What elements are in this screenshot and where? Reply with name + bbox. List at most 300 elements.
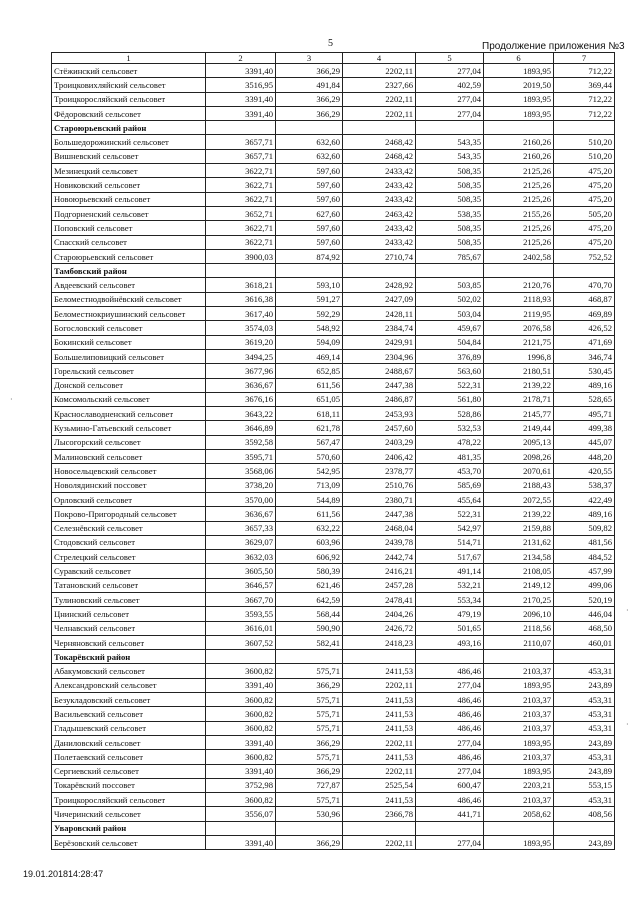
settlement-name-cell: Покрово-Пригородный сельсовет [52,507,206,521]
value-cell-col-7: 528,65 [554,392,615,406]
table-row [52,321,615,335]
value-cell-col-7: 475,20 [554,221,615,235]
value-cell-col-3: 611,56 [276,507,343,521]
value-cell-col-4: 2453,93 [343,407,416,421]
settlement-name-cell: Александровский сельсовет [52,678,206,692]
value-cell-col-6: 2178,71 [484,392,554,406]
table-row [52,664,615,678]
value-cell-col-5: 563,60 [416,364,484,378]
value-cell-col-2: 3646,57 [206,578,276,592]
table-row [52,92,615,106]
value-cell-col-4: 2468,42 [343,135,416,149]
value-cell-col-3: 568,44 [276,607,343,621]
value-cell-col-7: 530,45 [554,364,615,378]
table-row [52,764,615,778]
value-cell-col-2: 3556,07 [206,807,276,821]
settlement-name-cell: Большедорожинский сельсовет [52,135,206,149]
value-cell-col-5: 543,35 [416,149,484,163]
value-cell-col-5: 585,69 [416,478,484,492]
value-cell-col-3: 570,60 [276,450,343,464]
value-cell-col-2: 3622,71 [206,192,276,206]
value-cell-col-2: 3595,71 [206,450,276,464]
value-cell-col-4: 2510,76 [343,478,416,492]
value-cell-col-5: 504,84 [416,335,484,349]
value-cell-col-5: 600,47 [416,778,484,792]
value-cell-col-5: 514,71 [416,535,484,549]
settlement-name-cell: Беломестнокриушинский сельсовет [52,307,206,321]
settlement-name-cell: Абакумовский сельсовет [52,664,206,678]
table-row [52,278,615,292]
table-row [52,206,615,220]
table-body [52,64,615,850]
value-cell-col-5: 501,65 [416,621,484,635]
value-cell-col-4: 2411,53 [343,664,416,678]
value-cell-col-7: 505,20 [554,206,615,220]
settlement-name-cell: Староюрьевский сельсовет [52,249,206,263]
value-cell-col-5: 503,85 [416,278,484,292]
table-row [52,64,615,78]
value-cell-col-6: 2103,37 [484,693,554,707]
value-cell-col-5: 542,97 [416,521,484,535]
value-cell-col-5: 486,46 [416,750,484,764]
settlement-name-cell: Бокинский сельсовет [52,335,206,349]
value-cell-col-6: 2125,26 [484,192,554,206]
empty-cell [276,821,343,835]
value-cell-col-2: 3600,82 [206,707,276,721]
value-cell-col-3: 651,05 [276,392,343,406]
settlement-name-cell: Кузьмино-Гатьевский сельсовет [52,421,206,435]
value-cell-col-3: 469,14 [276,349,343,363]
empty-cell [416,264,484,278]
table-row [52,392,615,406]
value-cell-col-7: 422,49 [554,492,615,506]
value-cell-col-7: 369,44 [554,78,615,92]
table-row [52,807,615,821]
value-cell-col-5: 486,46 [416,707,484,721]
value-cell-col-5: 553,34 [416,592,484,606]
table-row [52,407,615,421]
value-cell-col-3: 544,89 [276,492,343,506]
value-cell-col-3: 590,90 [276,621,343,635]
value-cell-col-7: 499,06 [554,578,615,592]
value-cell-col-3: 597,60 [276,192,343,206]
value-cell-col-4: 2433,42 [343,178,416,192]
value-cell-col-3: 530,96 [276,807,343,821]
empty-cell [416,121,484,135]
value-cell-col-4: 2433,42 [343,221,416,235]
settlement-name-cell: Сергиевский сельсовет [52,764,206,778]
value-cell-col-7: 484,52 [554,550,615,564]
column-header: 2 [206,53,276,64]
value-cell-col-4: 2366,78 [343,807,416,821]
value-cell-col-5: 277,04 [416,678,484,692]
value-cell-col-4: 2427,09 [343,292,416,306]
empty-cell [343,264,416,278]
settlement-name-cell: Селезнёвский сельсовет [52,521,206,535]
table-row [52,178,615,192]
value-cell-col-4: 2433,42 [343,192,416,206]
value-cell-col-7: 475,20 [554,178,615,192]
settlement-name-cell: Горельский сельсовет [52,364,206,378]
table-row [52,607,615,621]
value-cell-col-6: 1893,95 [484,106,554,120]
value-cell-col-3: 366,29 [276,678,343,692]
table-row [52,492,615,506]
value-cell-col-7: 553,15 [554,778,615,792]
value-cell-col-3: 366,29 [276,735,343,749]
value-cell-col-2: 3657,33 [206,521,276,535]
value-cell-col-2: 3636,67 [206,507,276,521]
table-row [52,735,615,749]
value-cell-col-5: 538,35 [416,206,484,220]
value-cell-col-7: 453,31 [554,793,615,807]
empty-cell [416,650,484,664]
table-row [52,621,615,635]
empty-cell [484,121,554,135]
empty-cell [276,121,343,135]
value-cell-col-3: 575,71 [276,793,343,807]
settlement-name-cell: Троицкоросляйский сельсовет [52,92,206,106]
value-cell-col-3: 597,60 [276,164,343,178]
value-cell-col-2: 3600,82 [206,693,276,707]
value-cell-col-6: 2103,37 [484,750,554,764]
value-cell-col-3: 548,92 [276,321,343,335]
table-row [52,521,615,535]
value-cell-col-2: 3676,16 [206,392,276,406]
value-cell-col-7: 520,19 [554,592,615,606]
value-cell-col-7: 446,04 [554,607,615,621]
value-cell-col-4: 2411,53 [343,707,416,721]
value-cell-col-7: 712,22 [554,106,615,120]
empty-cell [276,264,343,278]
settlement-name-cell: Поповский сельсовет [52,221,206,235]
value-cell-col-2: 3629,07 [206,535,276,549]
value-cell-col-5: 508,35 [416,221,484,235]
value-cell-col-2: 3643,22 [206,407,276,421]
value-cell-col-3: 632,60 [276,149,343,163]
table-row [52,349,615,363]
settlement-name-cell: Донской сельсовет [52,378,206,392]
settlement-name-cell: Малиновский сельсовет [52,450,206,464]
value-cell-col-7: 448,20 [554,450,615,464]
value-cell-col-6: 2125,26 [484,164,554,178]
value-cell-col-5: 522,31 [416,378,484,392]
value-cell-col-4: 2411,53 [343,793,416,807]
value-cell-col-2: 3391,40 [206,735,276,749]
value-cell-col-6: 2098,26 [484,450,554,464]
settlement-name-cell: Большелиповицкий сельсовет [52,349,206,363]
value-cell-col-4: 2433,42 [343,164,416,178]
settlement-name-cell: Новоюрьевский сельсовет [52,192,206,206]
value-cell-col-2: 3677,96 [206,364,276,378]
value-cell-col-6: 2203,21 [484,778,554,792]
value-cell-col-5: 508,35 [416,192,484,206]
value-cell-col-7: 510,20 [554,149,615,163]
settlement-name-cell: Беломестнодвойнёвский сельсовет [52,292,206,306]
column-header: 1 [52,53,206,64]
value-cell-col-5: 508,35 [416,235,484,249]
value-cell-col-4: 2411,53 [343,721,416,735]
value-cell-col-6: 2058,62 [484,807,554,821]
settlement-name-cell: Суравский сельсовет [52,564,206,578]
value-cell-col-3: 593,10 [276,278,343,292]
value-cell-col-4: 2202,11 [343,836,416,850]
value-cell-col-5: 455,64 [416,492,484,506]
value-cell-col-5: 517,67 [416,550,484,564]
value-cell-col-5: 486,46 [416,664,484,678]
value-cell-col-3: 575,71 [276,693,343,707]
value-cell-col-4: 2486,87 [343,392,416,406]
value-cell-col-5: 277,04 [416,836,484,850]
value-cell-col-4: 2488,67 [343,364,416,378]
value-cell-col-3: 575,71 [276,750,343,764]
value-cell-col-5: 277,04 [416,735,484,749]
empty-cell [554,650,615,664]
value-cell-col-6: 2139,22 [484,507,554,521]
value-cell-col-2: 3636,67 [206,378,276,392]
value-cell-col-7: 499,38 [554,421,615,435]
value-cell-col-5: 376,89 [416,349,484,363]
value-cell-col-3: 618,11 [276,407,343,421]
settlement-name-cell: Челнавский сельсовет [52,621,206,635]
value-cell-col-5: 491,14 [416,564,484,578]
table-row [52,693,615,707]
column-header: 6 [484,53,554,64]
value-cell-col-5: 785,67 [416,249,484,263]
value-cell-col-7: 509,82 [554,521,615,535]
value-cell-col-3: 621,78 [276,421,343,435]
value-cell-col-6: 2108,05 [484,564,554,578]
value-cell-col-6: 2149,12 [484,578,554,592]
table-row [52,836,615,850]
scan-mark: · [626,606,629,615]
settlement-name-cell: Гладышевский сельсовет [52,721,206,735]
district-name: Староюрьевский район [52,121,206,135]
table-row [52,149,615,163]
value-cell-col-3: 642,59 [276,592,343,606]
value-cell-col-2: 3593,55 [206,607,276,621]
value-cell-col-4: 2710,74 [343,249,416,263]
value-cell-col-7: 453,31 [554,721,615,735]
table-row [52,535,615,549]
settlement-name-cell: Черняновский сельсовет [52,635,206,649]
value-cell-col-5: 277,04 [416,764,484,778]
settlement-name-cell: Вишневский сельсовет [52,149,206,163]
settlement-name-cell: Стодовский сельсовет [52,535,206,549]
value-cell-col-2: 3516,95 [206,78,276,92]
value-cell-col-6: 2119,95 [484,307,554,321]
tariff-table [51,52,615,850]
table-row [52,793,615,807]
value-cell-col-5: 528,86 [416,407,484,421]
value-cell-col-3: 366,29 [276,106,343,120]
value-cell-col-2: 3605,50 [206,564,276,578]
value-cell-col-4: 2426,72 [343,621,416,635]
settlement-name-cell: Стрелецкий сельсовет [52,550,206,564]
value-cell-col-7: 489,16 [554,507,615,521]
value-cell-col-4: 2406,42 [343,450,416,464]
value-cell-col-4: 2439,78 [343,535,416,549]
district-name: Тамбовский район [52,264,206,278]
settlement-name-cell: Берёзовский сельсовет [52,836,206,850]
empty-cell [343,821,416,835]
table-row [52,106,615,120]
settlement-name-cell: Новолядинский поссовет [52,478,206,492]
empty-cell [554,121,615,135]
value-cell-col-5: 478,22 [416,435,484,449]
value-cell-col-5: 493,16 [416,635,484,649]
value-cell-col-6: 2160,26 [484,149,554,163]
value-cell-col-3: 713,09 [276,478,343,492]
value-cell-col-2: 3622,71 [206,221,276,235]
scan-mark: · [10,395,13,404]
value-cell-col-7: 468,50 [554,621,615,635]
empty-cell [343,650,416,664]
value-cell-col-6: 2125,26 [484,235,554,249]
table-row [52,78,615,92]
value-cell-col-3: 611,56 [276,378,343,392]
value-cell-col-2: 3652,71 [206,206,276,220]
value-cell-col-4: 2447,38 [343,378,416,392]
table-row [52,364,615,378]
value-cell-col-5: 459,67 [416,321,484,335]
value-cell-col-4: 2202,11 [343,764,416,778]
value-cell-col-4: 2457,28 [343,578,416,592]
value-cell-col-4: 2416,21 [343,564,416,578]
value-cell-col-2: 3622,71 [206,235,276,249]
value-cell-col-5: 277,04 [416,64,484,78]
table-row [52,164,615,178]
table-row [52,307,615,321]
settlement-name-cell: Даниловский сельсовет [52,735,206,749]
empty-cell [484,821,554,835]
value-cell-col-7: 243,89 [554,735,615,749]
value-cell-col-6: 2145,77 [484,407,554,421]
table-row [52,450,615,464]
value-cell-col-6: 1893,95 [484,735,554,749]
value-cell-col-7: 475,20 [554,164,615,178]
settlement-name-cell: Лысогорский сельсовет [52,435,206,449]
table-row [52,721,615,735]
value-cell-col-3: 542,95 [276,464,343,478]
value-cell-col-2: 3622,71 [206,164,276,178]
value-cell-col-4: 2433,42 [343,235,416,249]
settlement-name-cell: Токарёвский поссовет [52,778,206,792]
empty-cell [206,121,276,135]
value-cell-col-6: 2125,26 [484,178,554,192]
value-cell-col-7: 453,31 [554,707,615,721]
value-cell-col-4: 2202,11 [343,106,416,120]
value-cell-col-5: 486,46 [416,793,484,807]
value-cell-col-7: 453,31 [554,750,615,764]
value-cell-col-6: 2121,75 [484,335,554,349]
settlement-name-cell: Полетаевский сельсовет [52,750,206,764]
value-cell-col-4: 2468,42 [343,149,416,163]
value-cell-col-2: 3617,40 [206,307,276,321]
value-cell-col-5: 502,02 [416,292,484,306]
value-cell-col-7: 489,16 [554,378,615,392]
column-number-row [52,53,615,64]
value-cell-col-6: 1893,95 [484,764,554,778]
empty-cell [206,650,276,664]
table-row [52,292,615,306]
value-cell-col-2: 3600,82 [206,793,276,807]
value-cell-col-3: 582,41 [276,635,343,649]
value-cell-col-4: 2403,29 [343,435,416,449]
value-cell-col-2: 3619,20 [206,335,276,349]
value-cell-col-2: 3592,58 [206,435,276,449]
value-cell-col-4: 2411,53 [343,693,416,707]
value-cell-col-7: 408,56 [554,807,615,821]
value-cell-col-6: 2095,13 [484,435,554,449]
value-cell-col-6: 2188,43 [484,478,554,492]
value-cell-col-6: 2070,61 [484,464,554,478]
value-cell-col-7: 426,52 [554,321,615,335]
value-cell-col-6: 1893,95 [484,836,554,850]
value-cell-col-4: 2463,42 [343,206,416,220]
value-cell-col-5: 503,04 [416,307,484,321]
table-row [52,378,615,392]
value-cell-col-6: 2139,22 [484,378,554,392]
value-cell-col-7: 712,22 [554,92,615,106]
value-cell-col-7: 475,20 [554,192,615,206]
settlement-name-cell: Тулиновский сельсовет [52,592,206,606]
value-cell-col-7: 420,55 [554,464,615,478]
value-cell-col-2: 3600,82 [206,750,276,764]
value-cell-col-7: 457,99 [554,564,615,578]
table-row [52,435,615,449]
table-row [52,249,615,263]
value-cell-col-6: 2159,88 [484,521,554,535]
settlement-name-cell: Мезинецкий сельсовет [52,164,206,178]
value-cell-col-5: 441,71 [416,807,484,821]
value-cell-col-4: 2457,60 [343,421,416,435]
value-cell-col-2: 3657,71 [206,135,276,149]
settlement-name-cell: Комсомольский сельсовет [52,392,206,406]
settlement-name-cell: Спасский сельсовет [52,235,206,249]
value-cell-col-5: 481,35 [416,450,484,464]
value-cell-col-4: 2429,91 [343,335,416,349]
value-cell-col-7: 475,20 [554,235,615,249]
empty-cell [484,650,554,664]
value-cell-col-2: 3900,03 [206,249,276,263]
value-cell-col-3: 603,96 [276,535,343,549]
value-cell-col-5: 543,35 [416,135,484,149]
value-cell-col-6: 2076,58 [484,321,554,335]
value-cell-col-6: 2155,26 [484,206,554,220]
value-cell-col-2: 3494,25 [206,349,276,363]
value-cell-col-3: 594,09 [276,335,343,349]
empty-cell [484,264,554,278]
district-header-row [52,650,615,664]
value-cell-col-6: 2402,58 [484,249,554,263]
settlement-name-cell: Стёжинский сельсовет [52,64,206,78]
value-cell-col-7: 453,31 [554,664,615,678]
value-cell-col-7: 510,20 [554,135,615,149]
value-cell-col-2: 3618,21 [206,278,276,292]
value-cell-col-3: 575,71 [276,707,343,721]
value-cell-col-7: 481,56 [554,535,615,549]
settlement-name-cell: Троицкоросляйский сельсовет [52,793,206,807]
table-row [52,421,615,435]
value-cell-col-4: 2202,11 [343,735,416,749]
value-cell-col-5: 486,46 [416,693,484,707]
value-cell-col-6: 2125,26 [484,221,554,235]
value-cell-col-3: 597,60 [276,178,343,192]
value-cell-col-5: 561,80 [416,392,484,406]
district-header-row [52,264,615,278]
value-cell-col-7: 468,87 [554,292,615,306]
